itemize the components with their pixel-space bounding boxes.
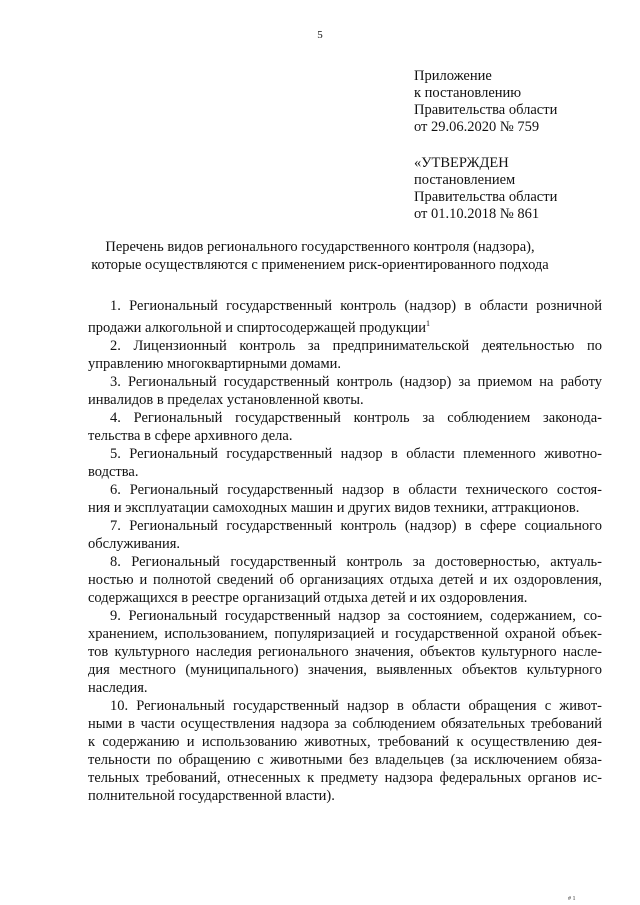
approved-line: Правительства области [414, 189, 558, 205]
approved-line: постановлением [414, 172, 516, 188]
list-item-line: 1. Региональный государственный контроль (надзор) в области розничной [110, 298, 602, 314]
list-item-line: 10. Региональный государственный надзор в области обращения с живот- [110, 697, 602, 714]
approved-block [414, 155, 557, 223]
list-item-line: 3. Региональный государственный контроль (надзор) за приемом на работу [110, 373, 602, 390]
list-item-line: наследия. [88, 679, 148, 696]
list-item-line: управлению многоквартирными домами. [88, 355, 342, 372]
document-title [0, 238, 640, 274]
list-item-line: 4. Региональный государственный контроль за соблюдением законода- [110, 409, 602, 426]
list-item [88, 697, 602, 805]
appendix-line: к постановлению [414, 85, 522, 101]
page-number: 5 [317, 29, 323, 41]
footer-mark: # 1 [568, 896, 576, 902]
control-types-list [88, 297, 602, 805]
list-item-line: 7. Региональный государственный контроль (надзор) в сфере социального [110, 517, 602, 534]
list-item [88, 373, 602, 409]
list-item-line: дия местного (муниципального) значения, выявленных объектов культурного [88, 661, 602, 678]
list-item [88, 297, 602, 337]
list-item-line: тельности по обращению с животными без владельцев (за исключением обяза- [88, 751, 602, 768]
list-item-line: тов культурного наследия регионального значения, объектов культурного насле- [88, 643, 602, 660]
list-item-line: обслуживания. [88, 535, 181, 552]
list-item-line: инвалидов в пределах установленной квоты. [88, 391, 364, 408]
list-item-line: 2. Лицензионный контроль за предпринимательской деятельностью по [110, 337, 602, 354]
list-item [88, 517, 602, 553]
list-item [88, 445, 602, 481]
list-item [88, 553, 602, 607]
title-line: Перечень видов регионального государственного контроля (надзора), [105, 239, 535, 255]
appendix-line: Правительства области [414, 102, 558, 118]
list-item [88, 409, 602, 445]
list-item-line: 8. Региональный государственный контроль за достоверностью, актуаль- [110, 553, 602, 570]
list-item [88, 607, 602, 697]
list-item-line: 5. Региональный государственный надзор в области племенного животно- [110, 445, 602, 462]
list-item-line: водства. [88, 463, 139, 480]
footnote-marker: 1 [426, 319, 431, 328]
list-item-line: тельных требований, отнесенных к предмету надзора федеральных органов ис- [88, 769, 602, 786]
approved-line: «УТВЕРЖДЕН [414, 155, 509, 171]
title-line: которые осуществляются с применением риск-ориентированного подхода [91, 257, 549, 273]
list-item-line: хранением, использованием, популяризацией и государственной охраной объек- [88, 625, 602, 642]
appendix-block [414, 68, 557, 136]
list-item-line: тельства в сфере архивного дела. [88, 427, 293, 444]
list-item-line: 9. Региональный государственный надзор за состоянием, содержанием, со- [110, 607, 602, 624]
approved-line: от 01.10.2018 № 861 [414, 206, 540, 222]
list-item [88, 337, 602, 373]
list-item-line: содержащихся в реестре организаций отдыха детей и их оздоровления. [88, 589, 528, 606]
list-item-line: к содержанию и использованию животных, требований к осуществлению дея- [88, 733, 602, 750]
appendix-line: Приложение [414, 68, 492, 84]
list-item-line: ния и эксплуатации самоходных машин и других видов техники, аттракционов. [88, 499, 580, 516]
list-item-line: продажи алкогольной и спиртосодержащей продукции$^1$ [88, 319, 431, 336]
list-item-line: ными в части осуществления надзора за соблюдением обязательных требований [88, 715, 602, 732]
appendix-line: от 29.06.2020 № 759 [414, 119, 540, 135]
list-item-line: полнительной государственной власти). [88, 787, 335, 804]
list-item [88, 481, 602, 517]
list-item-line: 6. Региональный государственный надзор в области технического состоя- [110, 481, 602, 498]
list-item-line: ностью и полнотой сведений об организациях отдыха детей и их оздоровления, [88, 571, 602, 588]
